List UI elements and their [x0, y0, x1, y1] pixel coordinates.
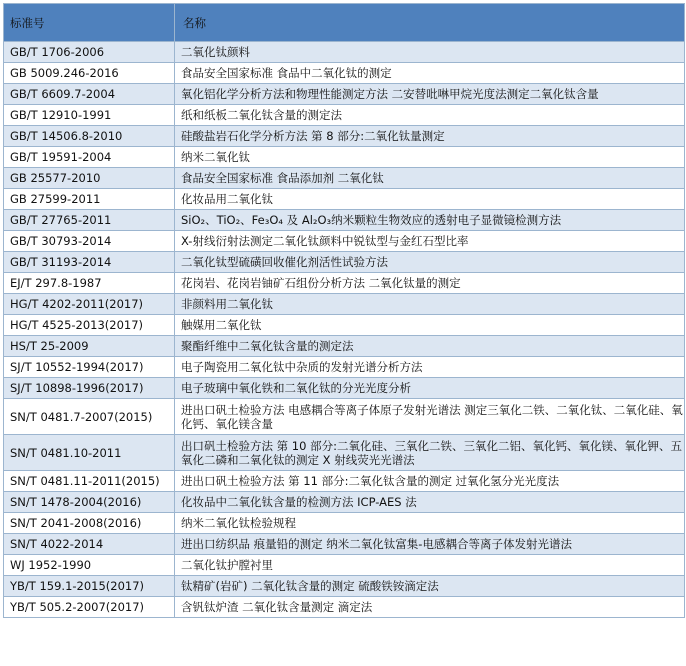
table-row [4, 105, 685, 126]
standard-name-cell: 含钒钛炉渣 二氧化钛含量测定 滴定法 [175, 597, 685, 618]
standard-name-cell: 进出口矾土检验方法 电感耦合等离子体原子发射光谱法 测定三氧化二铁、二氧化钛、二氧化硅、氧化钙、氧化镁含量 [175, 399, 685, 435]
table-row [4, 399, 685, 435]
table-row [4, 336, 685, 357]
table-row [4, 168, 685, 189]
standard-number-cell: SJ/T 10898-1996(2017) [4, 378, 175, 399]
standard-name-cell: 二氧化钛型硫磺回收催化剂活性试验方法 [175, 252, 685, 273]
header-standard-number: 标准号 [4, 4, 175, 42]
standard-name-cell: 钛精矿(岩矿) 二氧化钛含量的测定 硫酸铁铵滴定法 [175, 576, 685, 597]
standard-name-cell: 纸和纸板二氧化钛含量的测定法 [175, 105, 685, 126]
table-row [4, 252, 685, 273]
table-row [4, 126, 685, 147]
standard-name-cell: 化妆品用二氧化钛 [175, 189, 685, 210]
standard-number-cell: SJ/T 10552-1994(2017) [4, 357, 175, 378]
standard-number-cell: GB 27599-2011 [4, 189, 175, 210]
standard-number-cell: GB/T 31193-2014 [4, 252, 175, 273]
standard-number-cell: SN/T 4022-2014 [4, 534, 175, 555]
table-row [4, 555, 685, 576]
table-row [4, 471, 685, 492]
table-row [4, 273, 685, 294]
standard-number-cell: GB/T 6609.7-2004 [4, 84, 175, 105]
header-name: 名称 [175, 4, 685, 42]
table-row [4, 63, 685, 84]
table-row [4, 435, 685, 471]
table-row [4, 357, 685, 378]
standard-name-cell: 纳米二氧化钛检验规程 [175, 513, 685, 534]
standard-name-cell: 化妆品中二氧化钛含量的检测方法 ICP-AES 法 [175, 492, 685, 513]
standard-number-cell: YB/T 159.1-2015(2017) [4, 576, 175, 597]
table-header-row [4, 4, 685, 42]
standard-name-cell: 非颜料用二氧化钛 [175, 294, 685, 315]
standard-number-cell: SN/T 0481.10-2011 [4, 435, 175, 471]
standard-number-cell: SN/T 0481.11-2011(2015) [4, 471, 175, 492]
table-row [4, 378, 685, 399]
table-row [4, 513, 685, 534]
standard-name-cell: 硅酸盐岩石化学分析方法 第 8 部分:二氧化钛量测定 [175, 126, 685, 147]
standard-name-cell: 出口矾土检验方法 第 10 部分:二氧化硅、三氧化二铁、三氧化二铝、氧化钙、氧化镁、氧化钾、五氧化二磷和二氧化钛的测定 X 射线荧光光谱法 [175, 435, 685, 471]
standard-name-cell: 二氧化钛颜料 [175, 42, 685, 63]
standard-name-cell: 触媒用二氧化钛 [175, 315, 685, 336]
standard-number-cell: WJ 1952-1990 [4, 555, 175, 576]
table-row [4, 42, 685, 63]
standard-name-cell: 电子玻璃中氧化铁和二氧化钛的分光光度分析 [175, 378, 685, 399]
table-row [4, 210, 685, 231]
table-row [4, 576, 685, 597]
table-row [4, 534, 685, 555]
standard-number-cell: HS/T 25-2009 [4, 336, 175, 357]
standard-number-cell: HG/T 4525-2013(2017) [4, 315, 175, 336]
standard-number-cell: GB/T 1706-2006 [4, 42, 175, 63]
table-body [4, 42, 685, 618]
standard-name-cell: SiO₂、TiO₂、Fe₃O₄ 及 Al₂O₃纳米颗粒生物效应的透射电子显微镜检测方法 [175, 210, 685, 231]
standard-name-cell: 聚酯纤维中二氧化钛含量的测定法 [175, 336, 685, 357]
standards-table [3, 3, 685, 618]
table-row [4, 294, 685, 315]
standard-name-cell: 进出口纺织品 痕量铅的测定 纳米二氧化钛富集-电感耦合等离子体发射光谱法 [175, 534, 685, 555]
standard-number-cell: EJ/T 297.8-1987 [4, 273, 175, 294]
standard-name-cell: 氧化铝化学分析方法和物理性能测定方法 二安替吡啉甲烷光度法测定二氧化钛含量 [175, 84, 685, 105]
standard-number-cell: GB/T 12910-1991 [4, 105, 175, 126]
standard-name-cell: 食品安全国家标准 食品中二氧化钛的测定 [175, 63, 685, 84]
table-row [4, 315, 685, 336]
standard-number-cell: SN/T 1478-2004(2016) [4, 492, 175, 513]
table-row [4, 492, 685, 513]
standard-number-cell: GB/T 14506.8-2010 [4, 126, 175, 147]
standard-number-cell: GB/T 27765-2011 [4, 210, 175, 231]
standard-name-cell: 花岗岩、花岗岩铀矿石组份分析方法 二氧化钛量的测定 [175, 273, 685, 294]
standard-name-cell: 食品安全国家标准 食品添加剂 二氧化钛 [175, 168, 685, 189]
table-row [4, 231, 685, 252]
standard-number-cell: HG/T 4202-2011(2017) [4, 294, 175, 315]
standard-number-cell: SN/T 0481.7-2007(2015) [4, 399, 175, 435]
table-row [4, 597, 685, 618]
standard-name-cell: X-射线衍射法测定二氧化钛颜料中锐钛型与金红石型比率 [175, 231, 685, 252]
standard-name-cell: 进出口矾土检验方法 第 11 部分:二氧化钛含量的测定 过氧化氢分光光度法 [175, 471, 685, 492]
table-row [4, 84, 685, 105]
table-row [4, 189, 685, 210]
table-row [4, 147, 685, 168]
standard-number-cell: GB/T 19591-2004 [4, 147, 175, 168]
standard-number-cell: YB/T 505.2-2007(2017) [4, 597, 175, 618]
standard-number-cell: SN/T 2041-2008(2016) [4, 513, 175, 534]
standard-name-cell: 电子陶瓷用二氧化钛中杂质的发射光谱分析方法 [175, 357, 685, 378]
standard-name-cell: 纳米二氧化钛 [175, 147, 685, 168]
standard-number-cell: GB 25577-2010 [4, 168, 175, 189]
standard-name-cell: 二氧化钛护膛衬里 [175, 555, 685, 576]
standard-number-cell: GB/T 30793-2014 [4, 231, 175, 252]
standard-number-cell: GB 5009.246-2016 [4, 63, 175, 84]
